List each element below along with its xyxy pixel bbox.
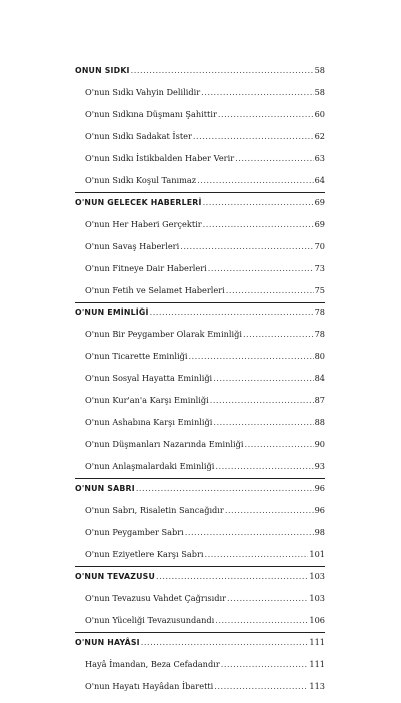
dot-leader <box>156 571 308 581</box>
dot-leader <box>203 219 314 229</box>
toc-entry <box>75 593 325 615</box>
toc-label: O'nun Fetih ve Selamet Haberleri <box>85 285 225 295</box>
dot-leader <box>201 87 313 97</box>
toc-page-number: 103 <box>309 571 325 581</box>
toc-page-number: 90 <box>314 439 325 449</box>
toc-page-number: 78 <box>314 329 325 339</box>
toc-label: O'NUN GELECEK HABERLERİ <box>75 198 202 207</box>
toc-page-number: 113 <box>309 681 325 691</box>
toc-entry <box>75 681 325 703</box>
toc-label: O'nun Eziyetlere Karşı Sabrı <box>85 549 204 559</box>
toc-page-number: 60 <box>314 109 325 119</box>
toc-page-number: 58 <box>314 87 325 97</box>
dot-leader <box>210 395 314 405</box>
toc-entry <box>75 417 325 439</box>
toc-label: O'nun Sosyal Hayatta Eminliği <box>85 373 213 383</box>
dot-leader <box>185 527 314 537</box>
table-of-contents <box>75 65 325 703</box>
toc-page-number: 96 <box>314 483 325 493</box>
toc-page-number: 88 <box>314 417 325 427</box>
toc-page-number: 75 <box>314 285 325 295</box>
toc-page-number: 84 <box>314 373 325 383</box>
toc-section <box>75 483 325 505</box>
toc-entry <box>75 351 325 373</box>
toc-label: O'nun Ashabına Karşı Eminliği <box>85 417 213 427</box>
toc-page-number: 70 <box>314 241 325 251</box>
toc-label: O'nun Bir Peygamber Olarak Eminliği <box>85 329 242 339</box>
dot-leader <box>218 109 314 119</box>
toc-page-number: 64 <box>314 175 325 185</box>
toc-entry <box>75 87 325 109</box>
dot-leader <box>197 175 313 185</box>
toc-label: O'nun Anlaşmalardaki Eminliği <box>85 461 215 471</box>
dot-leader <box>213 417 313 427</box>
dot-leader <box>193 131 314 141</box>
toc-entry <box>75 175 325 197</box>
toc-section <box>75 197 325 219</box>
toc-entry <box>75 505 325 527</box>
toc-entry <box>75 241 325 263</box>
dot-leader <box>141 637 309 647</box>
toc-label: Hayâ İmandan, Beza Cefadandır <box>85 659 220 669</box>
toc-page-number: 87 <box>314 395 325 405</box>
toc-page-number: 101 <box>309 549 325 559</box>
toc-section <box>75 65 325 87</box>
toc-label: O'nun Fitneye Dair Haberleri <box>85 263 207 273</box>
dot-leader <box>226 285 314 295</box>
toc-page-number: 103 <box>309 593 325 603</box>
toc-entry <box>75 109 325 131</box>
toc-label: O'NUN HAYÂSI <box>75 638 140 647</box>
toc-label: O'nun Tevazusu Vahdet Çağrısıdır <box>85 593 227 603</box>
toc-page-number: 106 <box>309 615 325 625</box>
toc-page-number: 69 <box>314 219 325 229</box>
dot-leader <box>204 549 308 559</box>
toc-label: O'nun Her Haberi Gerçektir <box>85 219 202 229</box>
toc-page-number: 96 <box>314 505 325 515</box>
toc-label: O'nun Peygamber Sabrı <box>85 527 184 537</box>
toc-page-number: 80 <box>314 351 325 361</box>
toc-label: O'nun Ticarette Eminliği <box>85 351 188 361</box>
dot-leader <box>150 307 314 317</box>
toc-page-number: 63 <box>314 153 325 163</box>
toc-page-number: 73 <box>314 263 325 273</box>
toc-entry <box>75 549 325 571</box>
toc-page-number: 98 <box>314 527 325 537</box>
toc-entry <box>75 461 325 483</box>
dot-leader <box>244 439 313 449</box>
toc-page-number: 58 <box>314 65 325 75</box>
dot-leader <box>221 659 309 669</box>
toc-label: O'NUN EMİNLİĞİ <box>75 308 149 317</box>
toc-label: O'nun Savaş Haberleri <box>85 241 180 251</box>
toc-label: O'nun Sıdkına Düşmanı Şahittir <box>85 109 217 119</box>
toc-page-number: 69 <box>314 197 325 207</box>
dot-leader <box>225 505 314 515</box>
toc-page-number: 93 <box>314 461 325 471</box>
dot-leader <box>215 461 313 471</box>
toc-label: O'nun Kur'an'a Karşı Eminliği <box>85 395 209 405</box>
toc-label: O'nun Yüceliği Tevazusundandı <box>85 615 215 625</box>
toc-page-number: 78 <box>314 307 325 317</box>
toc-entry <box>75 131 325 153</box>
toc-section <box>75 637 325 659</box>
toc-page-number: 111 <box>309 637 325 647</box>
toc-entry <box>75 263 325 285</box>
toc-entry <box>75 285 325 307</box>
toc-label: O'NUN SABRI <box>75 484 135 493</box>
toc-section <box>75 307 325 329</box>
toc-section <box>75 571 325 593</box>
toc-entry <box>75 329 325 351</box>
toc-entry <box>75 395 325 417</box>
toc-entry <box>75 373 325 395</box>
toc-label: O'nun Sıdkı Vahyin Delilidir <box>85 87 201 97</box>
dot-leader <box>203 197 314 207</box>
dot-leader <box>180 241 313 251</box>
toc-entry <box>75 439 325 461</box>
toc-entry <box>75 153 325 175</box>
toc-page-number: 111 <box>309 659 325 669</box>
toc-label: O'nun Sabrı, Risaletin Sancağıdır <box>85 505 224 515</box>
dot-leader <box>208 263 314 273</box>
dot-leader <box>131 65 314 75</box>
dot-leader <box>136 483 314 493</box>
dot-leader <box>215 615 308 625</box>
toc-label: O'NUN TEVAZUSU <box>75 572 156 581</box>
toc-page-number: 62 <box>314 131 325 141</box>
toc-label: O'nun Hayatı Hayâdan İbaretti <box>85 681 214 691</box>
toc-entry <box>75 219 325 241</box>
dot-leader <box>214 681 308 691</box>
toc-entry <box>75 527 325 549</box>
dot-leader <box>188 351 313 361</box>
dot-leader <box>243 329 314 339</box>
dot-leader <box>213 373 313 383</box>
toc-entry <box>75 615 325 637</box>
toc-label: O'nun Düşmanları Nazarında Eminliği <box>85 439 244 449</box>
toc-entry <box>75 659 325 681</box>
toc-label: O'nun Sıdkı Koşul Tanımaz <box>85 175 197 185</box>
toc-label: O'nun Sıdkı İstikbalden Haber Verir <box>85 153 235 163</box>
toc-label: O'nun Sıdkı Sadakat İster <box>85 131 192 141</box>
dot-leader <box>235 153 313 163</box>
dot-leader <box>227 593 308 603</box>
toc-label: ONUN SIDKI <box>75 66 130 75</box>
